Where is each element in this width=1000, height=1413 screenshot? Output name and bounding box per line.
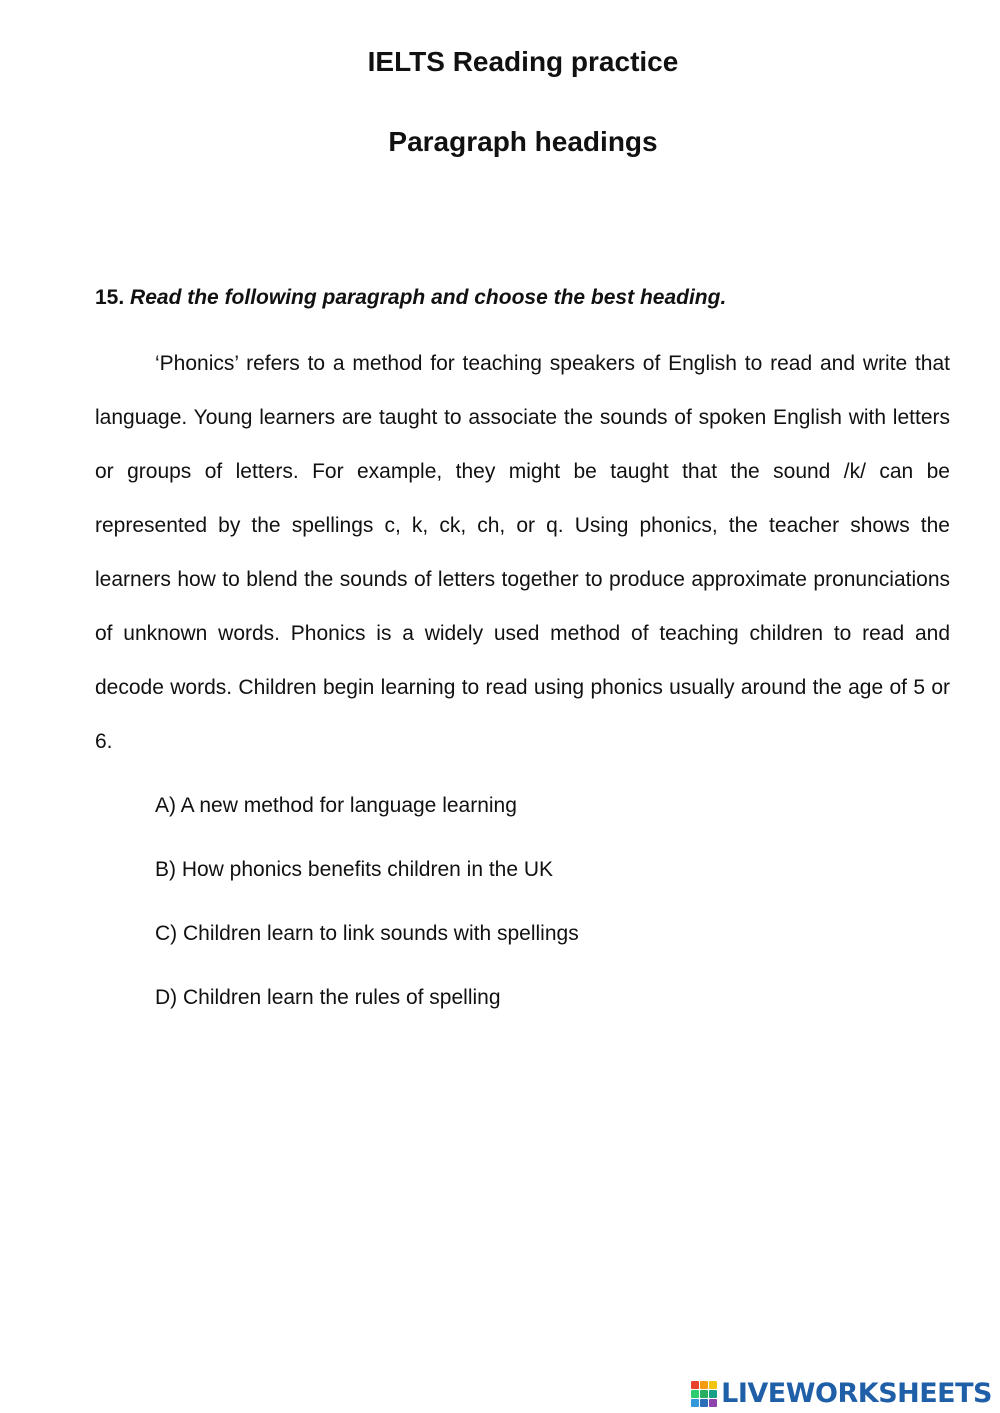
reading-passage: ‘Phonics’ refers to a method for teaching speakers of English to read and write that language. Young learners are taught to associate the sounds of spoken English with letters or groups of letters. For example, they might be taught that the sound /k/ can be represented by the spellings c, k, ck, ch, or q. Using phonics, the teacher shows the learners how to blend the sounds of letters together to produce approximate pronunciations of unknown words. Phonics is a widely used method of teaching children to read and decode words. Children begin learning to read using phonics usually around the age of 5 or 6. [95,352,950,753]
liveworksheets-logo [691,1378,992,1409]
logo-tile [691,1399,699,1407]
answer-options [155,786,579,1042]
page-subtitle: Paragraph headings [388,126,658,157]
logo-tile [709,1399,717,1407]
option-b[interactable]: B) How phonics benefits children in the UK [155,858,554,881]
logo-tile [700,1399,708,1407]
logo-tile [709,1390,717,1398]
option-c[interactable]: C) Children learn to link sounds with spellings [155,922,579,945]
logo-tile [691,1381,699,1389]
logo-tile [691,1390,699,1398]
question-number: 15. [95,286,125,309]
question-prompt [95,286,726,310]
liveworksheets-logo-icon [691,1381,717,1407]
option-a[interactable]: A) A new method for language learning [155,794,517,817]
logo-tile [709,1381,717,1389]
logo-tile [700,1390,708,1398]
logo-tile [700,1381,708,1389]
logo-text: LIVEWORKSHEETS [721,1378,992,1409]
option-d[interactable]: D) Children learn the rules of spelling [155,986,501,1009]
question-instruction: Read the following paragraph and choose the best heading. [130,286,727,309]
page-title: IELTS Reading practice [367,46,679,77]
